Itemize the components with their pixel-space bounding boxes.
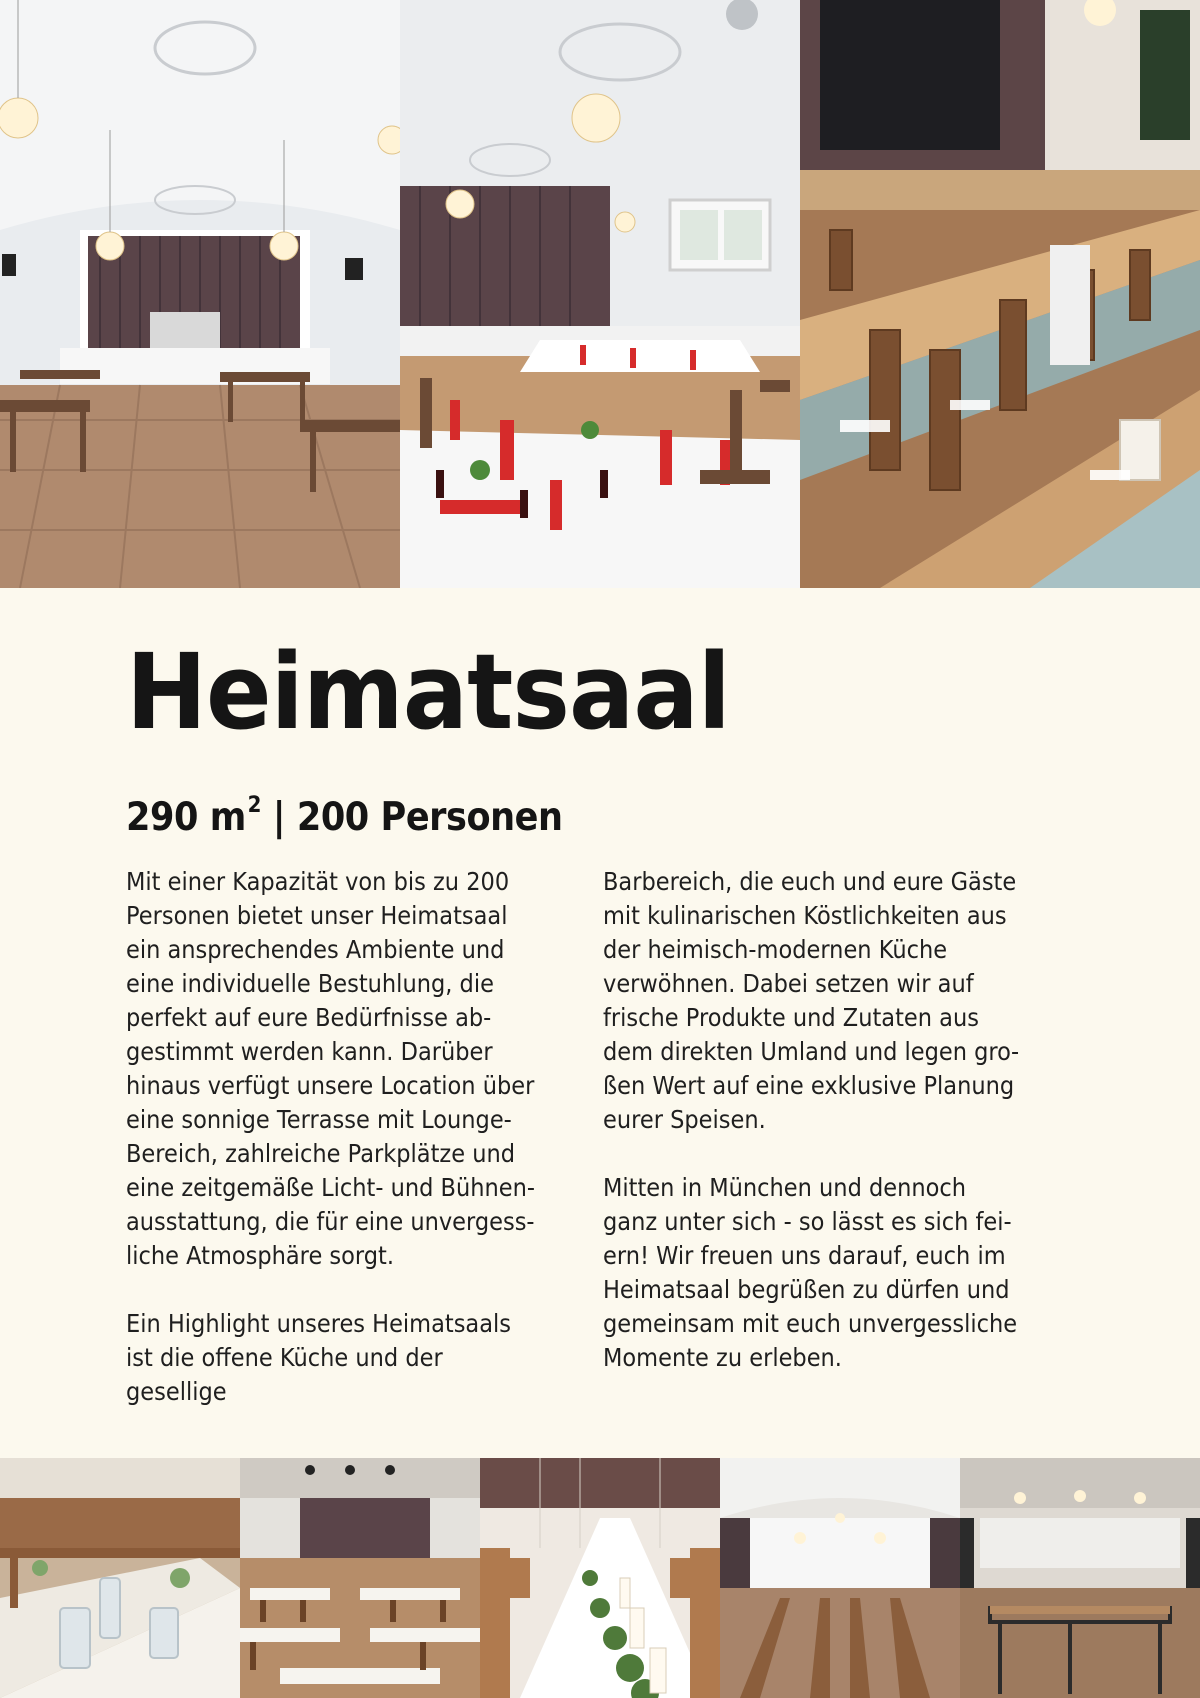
area-unit-superscript: 2 (247, 793, 261, 818)
hall-photo-dining-overview (240, 1458, 480, 1698)
hall-photo-long-tables (800, 0, 1200, 588)
paragraph: Ein Highlight unseres Heimatsaals ist die offene Küche und der gesellige (126, 1309, 511, 1406)
text-column-right (603, 865, 1022, 1409)
bottom-photo-strip (0, 1458, 1200, 1698)
paragraph: Mitten in München und dennoch ganz unter sich - so lässt es sich feiern! Wir freuen uns darauf, euch im Heimatsaal begrüßen zu dürfen und gemeinsam mit euch unvergessliche Momente zu erleben. (603, 1173, 1018, 1372)
hall-photo-banquet-rows (720, 1458, 960, 1698)
venue-capacity-subtitle (126, 793, 563, 840)
capacity-value: | 200 Personen (260, 795, 563, 840)
area-value: 290 m (126, 795, 246, 840)
hall-photo-candles-greenery (480, 1458, 720, 1698)
hall-photo-stage-view (0, 0, 400, 588)
page-title: Heimatsaal (126, 631, 730, 753)
paragraph: Barbereich, die euch und eure Gäste mit kulinarischen Köstlichkeiten aus der heimisch-modernen Küche verwöhnen. Dabei setzen wir auf frische Produkte und Zutaten aus dem direkten Umland und legen großen Wert auf eine exklusive Planung eurer Speisen. (603, 867, 1020, 1134)
text-column-left (126, 865, 545, 1443)
paragraph: Mit einer Kapazität von bis zu 200 Personen bietet unser Heimatsaal ein ansprechendes Ambiente und eine individuelle Bestuhlung, die perfekt auf eure Bedürfnisse abgestimmt werden kann. Darüber hinaus verfügt unsere Location über eine sonnige Terrasse mit Lounge-Bereich, zahlreiche Parkplätze und eine zeitgemäße Licht- und Bühnenausstattung, die für eine unvergessliche Atmosphäre sorgt. (126, 867, 535, 1270)
hall-photo-table-setting (0, 1458, 240, 1698)
hall-photo-decorated-tables (400, 0, 800, 588)
top-photo-strip (0, 0, 1200, 588)
hall-photo-bar-tables (960, 1458, 1200, 1698)
